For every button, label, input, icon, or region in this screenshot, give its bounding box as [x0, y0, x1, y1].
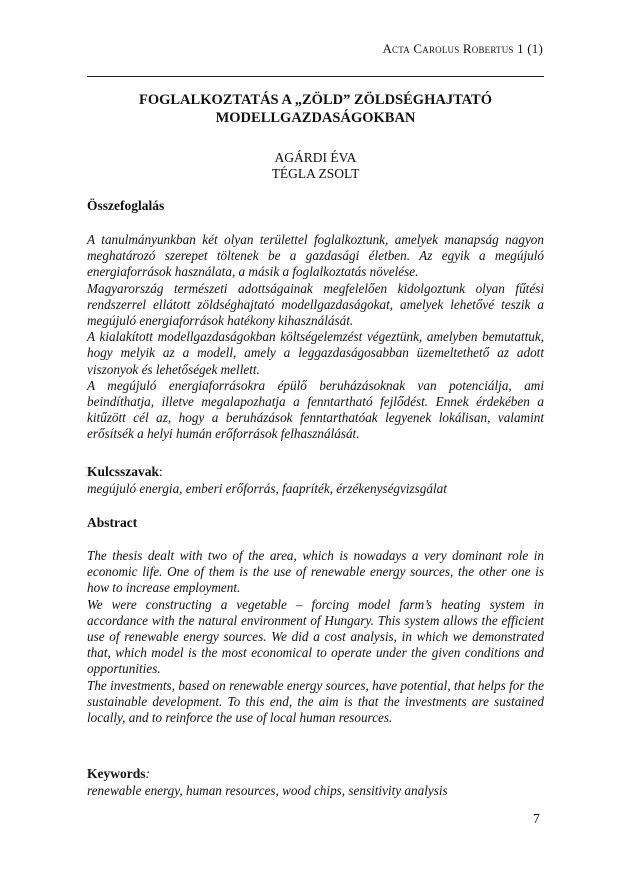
paper-title — [87, 91, 544, 127]
abstract-paragraph-3: The investments, based on renewable energy sources, have potential, that helps for the sustainable development. To this end, the aim is that the investments are sustained locally, and to reinforce the use of local human resources. — [87, 677, 544, 726]
keywords-en-label-text: Keywords — [87, 766, 146, 781]
page-number: 7 — [533, 811, 540, 826]
abstract-body — [87, 548, 544, 726]
keywords-hu-label-text: Kulcsszavak — [87, 464, 160, 479]
author-2: TÉGLA ZSOLT — [271, 166, 360, 181]
summary-paragraph-3: A kialakított modellgazdaságokban költségelemzést végeztünk, amelyben bemutattuk, hogy melyik az a modell, amely a leggazdaságosabban üzemeltethető az adott viszonyok és lehetőségek mellett. — [87, 329, 544, 377]
keywords-hu-colon: : — [159, 464, 163, 479]
abstract-paragraph-1: The thesis dealt with two of the area, which is nowadays a very dominant role in economic life. One of them is the use of renewable energy sources, the other one is how to increase employment. — [87, 548, 544, 596]
header-rule — [87, 76, 544, 77]
author-1: AGÁRDI ÉVA — [274, 150, 357, 165]
paper-title-line-2: MODELLGAZDASÁGOKBAN — [215, 110, 416, 126]
summary-paragraph-4: A megújuló energiaforrásokra épülő beruházásoknak van potenciálja, ami beindíthatja, illetve megalapozhatja a fenntartható fejlődést. Ennek érdekében a kitűzött cél az, hogy a beruházások fenntarthatóak legyenek lokálisan, valamint erősítsék a helyi humán erőforrások felhasználását. — [87, 377, 544, 442]
author-list — [87, 150, 544, 182]
keywords-hu-label — [87, 464, 163, 480]
summary-paragraph-1: A tanulmányunkban két olyan területtel foglalkoztunk, amelyek manapság nagyon meghatározó szerepet töltenek be a gazdasági életben. Az egyik a megújuló energiaforrások használata, a másik a foglalkoztatás növelése. — [87, 232, 544, 280]
abstract-paragraph-2: We were constructing a vegetable – forcing model farm’s heating system in accordance with the natural environment of Hungary. This system allows the efficient use of renewable energy sources. We did a cost analysis, in which we demonstrated that, which model is the most economical to operate under the given conditions and opportunities. — [87, 596, 544, 677]
keywords-en-colon: : — [145, 766, 150, 781]
keywords-hu-values: megújuló energia, emberi erőforrás, faapríték, érzékenységvizsgálat — [87, 481, 447, 496]
paper-title-line-1: FOGLALKOZTATÁS A „ZÖLD” ZÖLDSÉGHAJTATÓ — [138, 92, 493, 108]
abstract-heading: Abstract — [87, 515, 138, 530]
summary-body — [87, 232, 544, 443]
summary-paragraph-2: Magyarország természeti adottságainak megfelelően kidolgoztunk olyan fűtési rendszerrel ellátott zöldséghajtató modellgazdaságokat, amelyek lehetővé teszik a megújuló energiaforrások hatékony kihasználását. — [87, 280, 544, 329]
journal-header: Acta Carolus Robertus 1 (1) — [382, 41, 543, 56]
keywords-en-values: renewable energy, human resources, wood chips, sensitivity analysis — [87, 783, 448, 798]
keywords-en-label — [87, 766, 150, 782]
summary-heading: Összefoglalás — [87, 198, 165, 213]
